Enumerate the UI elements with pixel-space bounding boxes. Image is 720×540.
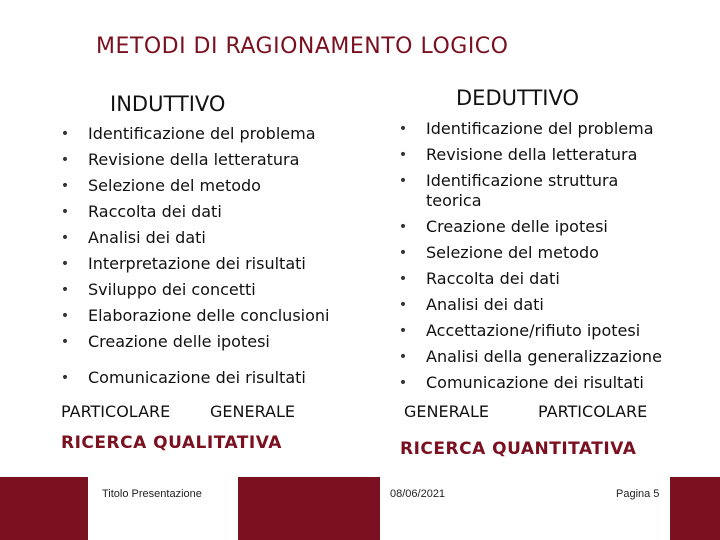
bullet-icon: • [60,204,70,220]
bullet-icon: • [398,271,408,287]
bullet-icon: • [398,173,408,189]
deductive-steps-list [396,116,662,396]
slide-title: METODI DI RAGIONAMENTO LOGICO [96,34,509,59]
footer-title-panel [88,477,238,540]
footer-page-number: Pagina 5 [616,488,660,500]
list-item [396,168,662,214]
list-item-label: Identificazione del problema [88,124,316,143]
bullet-icon: • [398,349,408,365]
inductive-heading: INDUTTIVO [110,92,226,116]
qualitative-research-label: RICERCA QUALITATIVA [61,433,282,453]
list-item-label: Raccolta dei dati [426,269,560,288]
list-item [58,147,329,173]
quantitative-research-label: RICERCA QUANTITATIVA [400,439,637,459]
list-item [58,277,329,303]
list-item-label: Revisione della letteratura [88,150,300,169]
bullet-icon: • [398,121,408,137]
list-item-label: Revisione della letteratura [426,145,638,164]
list-item [396,318,662,344]
bullet-icon: • [398,219,408,235]
bullet-icon: • [60,308,70,324]
list-item [396,370,662,396]
list-item-label: Selezione del metodo [88,176,261,195]
list-item-label: Accettazione/rifiuto ipotesi [426,321,641,340]
bullet-icon: • [398,323,408,339]
bullet-icon: • [60,256,70,272]
list-item [396,240,662,266]
deductive-flow-from: GENERALE [404,402,490,421]
deductive-flow-to: PARTICOLARE [538,402,648,421]
list-item [396,292,662,318]
bullet-icon: • [60,370,70,386]
bullet-icon: • [60,230,70,246]
list-item-label: Identificazione del problema [426,119,654,138]
bullet-icon: • [60,126,70,142]
bullet-icon: • [398,375,408,391]
list-item-label: Raccolta dei dati [88,202,222,221]
footer-info-panel [380,477,670,540]
list-item-label: Elaborazione delle conclusioni [88,306,330,325]
inductive-steps-list [58,121,329,391]
list-item [58,251,329,277]
bullet-icon: • [60,152,70,168]
list-item-label: Analisi dei dati [426,295,544,314]
list-item-label: Comunicazione dei risultati [88,368,306,387]
list-item [396,214,662,240]
list-item [396,116,662,142]
bullet-icon: • [60,334,70,350]
deductive-heading: DEDUTTIVO [456,86,579,110]
inductive-flow-to: GENERALE [210,402,296,421]
bullet-icon: • [398,147,408,163]
list-item-label: Analisi dei dati [88,228,206,247]
list-item-label: Creazione delle ipotesi [88,332,270,351]
list-item-label: Selezione del metodo [426,243,599,262]
bullet-icon: • [398,297,408,313]
bullet-icon: • [60,178,70,194]
list-item-label: Analisi della generalizzazione [426,347,662,366]
list-item [58,199,329,225]
list-item [58,303,329,329]
list-item [58,121,329,147]
list-item-label: Interpretazione dei risultati [88,254,306,273]
list-item [58,365,329,391]
inductive-flow-from: PARTICOLARE [61,402,171,421]
list-item-label: Sviluppo dei concetti [88,280,256,299]
list-item [58,225,329,251]
bullet-icon: • [60,282,70,298]
list-item-label: Comunicazione dei risultati [426,373,644,392]
footer-presentation-title: Titolo Presentazione [102,488,202,500]
footer-date: 08/06/2021 [390,488,446,500]
list-item [58,173,329,199]
list-item-label: Identificazione struttura teorica [426,171,619,210]
list-item-label: Creazione delle ipotesi [426,217,608,236]
list-item [396,266,662,292]
list-item [58,329,329,355]
list-item [396,142,662,168]
bullet-icon: • [398,245,408,261]
list-item [396,344,662,370]
